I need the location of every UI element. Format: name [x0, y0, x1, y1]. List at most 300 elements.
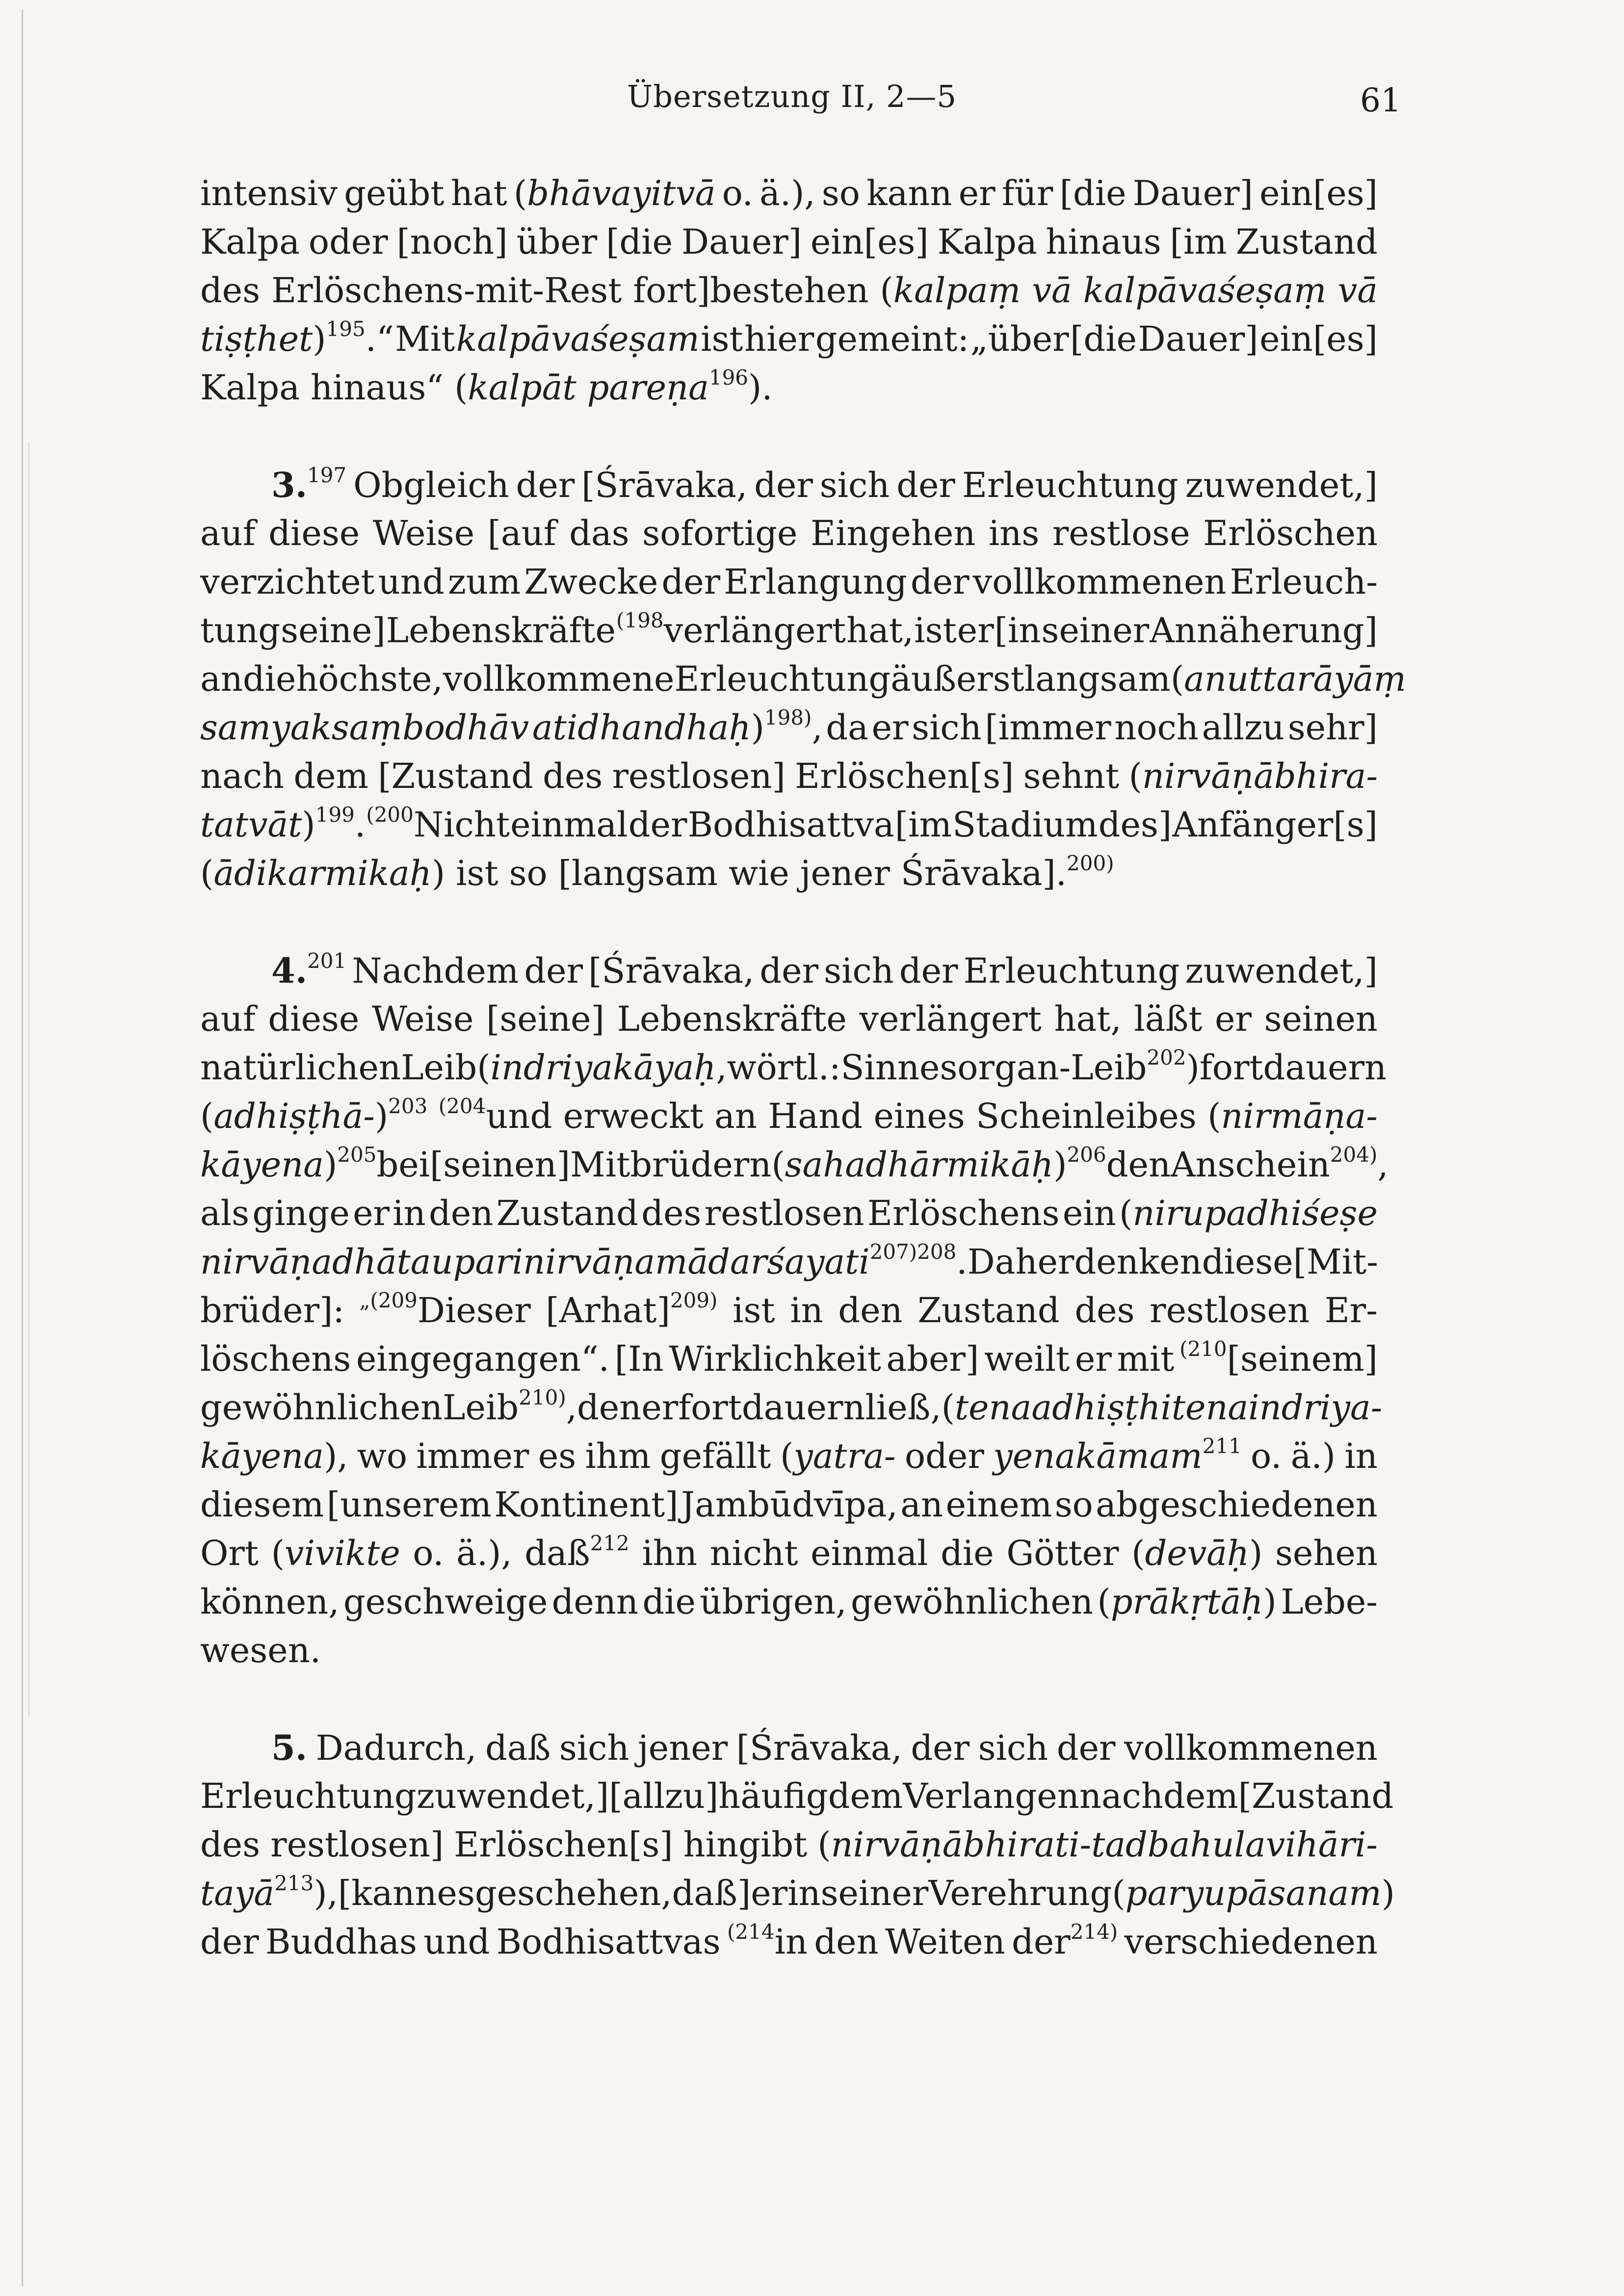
word: in: [790, 1290, 823, 1331]
text-line: [200, 1238, 1378, 1286]
word: (nirvāṇābhira-: [1128, 756, 1378, 796]
text-line: [200, 1481, 1378, 1529]
footnote-ref: 206: [1067, 1143, 1106, 1167]
word: Weise: [372, 513, 475, 553]
word: einmal: [811, 1533, 928, 1573]
word: hinaus“: [310, 367, 444, 408]
word: [Arhat]$^{209)}$: [546, 1288, 718, 1331]
word: Stadium: [952, 805, 1098, 845]
word: Dadurch,: [315, 1728, 477, 1768]
word: Hand: [768, 1096, 863, 1136]
text-line: [200, 461, 1378, 509]
footnote-ref: (204: [438, 1094, 486, 1118]
word: restlose: [1052, 513, 1190, 553]
text-line: [200, 1578, 1378, 1626]
footnote-ref: 199: [315, 803, 355, 827]
word: (prākṛtāḥ): [1097, 1582, 1277, 1622]
word: o.: [413, 1533, 444, 1573]
word: zuwendet,]: [1185, 951, 1378, 991]
word: [im: [894, 805, 952, 845]
word: Nachdem: [352, 951, 519, 991]
word: fort]bestehen: [633, 270, 869, 311]
footnote-ref: 209): [670, 1288, 718, 1312]
word: nach: [200, 756, 285, 796]
word: löschens: [200, 1339, 351, 1379]
word: geübt: [344, 173, 445, 213]
word: Erleuchtung: [963, 951, 1180, 991]
word: (nirmāṇa-: [1207, 1096, 1378, 1136]
page-edge-line-secondary: [28, 442, 29, 1717]
word: Kalpa: [200, 367, 300, 408]
word: läßt: [1134, 999, 1203, 1039]
word: für: [1001, 173, 1053, 213]
word: hingibt: [683, 1825, 808, 1865]
word: immer: [416, 1436, 529, 1476]
word: jener: [638, 1728, 728, 1768]
word: ein: [1062, 1193, 1116, 1233]
page-number: 61: [1360, 81, 1401, 119]
word: vollkommenen: [972, 562, 1227, 602]
text-line: [200, 218, 1378, 266]
word: Lebenskräfte: [386, 610, 616, 651]
word: auf: [200, 513, 256, 553]
word: an: [714, 1096, 757, 1136]
word: dem: [1163, 1776, 1238, 1816]
word: [Śrāvaka,: [588, 951, 755, 991]
word: nirvāṇadhātau: [200, 1242, 453, 1282]
word: ihn: [642, 1533, 697, 1573]
word: Mitbrüdern: [570, 1145, 772, 1185]
word: erweckt: [563, 1096, 704, 1136]
word: so: [821, 173, 860, 213]
word: samyaksaṃbodhāv: [200, 707, 529, 748]
word: (kalpāt: [454, 367, 576, 408]
word: des: [200, 270, 261, 311]
word: [Śrāvaka,: [581, 465, 748, 505]
word: der: [760, 951, 819, 991]
word: sich: [824, 951, 894, 991]
word: [In: [614, 1339, 664, 1379]
word: ins: [988, 513, 1040, 553]
word: yenakāmam$^{211}$: [993, 1434, 1242, 1476]
footnote-ref: 200): [1067, 851, 1114, 875]
word: Bodhisattva: [687, 805, 894, 845]
text-line: [200, 1044, 1387, 1092]
word: daß: [485, 1728, 551, 1768]
word: restlosen]: [270, 1825, 444, 1865]
word: Erlöschens: [867, 1193, 1060, 1233]
text-line: [200, 169, 1378, 218]
word: den: [814, 1922, 879, 1962]
word: des: [543, 756, 603, 796]
word: Lebenskräfte: [617, 999, 847, 1039]
footnote-ref: 208: [917, 1240, 957, 1264]
word: o.: [722, 173, 753, 213]
word: Er-: [1324, 1290, 1378, 1331]
word: an: [900, 1485, 943, 1525]
word: Erlöschen[s]: [454, 1825, 673, 1865]
word: [die: [1070, 319, 1137, 359]
word: Weiten: [885, 1922, 1005, 1962]
word: Erleuchtung: [200, 1776, 417, 1816]
word: auf: [200, 999, 256, 1039]
word: abgeschiedenen: [1096, 1485, 1378, 1525]
word: sofortige: [642, 513, 798, 553]
text-line: [200, 1432, 1378, 1481]
word: wo: [357, 1436, 407, 1476]
text-line: [200, 1772, 1394, 1821]
word: [im: [1170, 222, 1227, 262]
word: ihm: [585, 1436, 651, 1476]
word: hat,: [846, 610, 914, 651]
word: so: [509, 853, 548, 893]
word: ein[es]: [1259, 319, 1378, 359]
word: weilt: [984, 1339, 1070, 1379]
word: den: [429, 1193, 494, 1233]
word: Erlöschens-mit-Rest: [271, 270, 622, 311]
word: kalpāvaśeṣam: [456, 319, 700, 359]
word: es: [538, 1436, 576, 1476]
text-line: [200, 704, 1378, 752]
word: kāyena),: [200, 1436, 348, 1476]
word: (anuttarāyāṃ: [1170, 659, 1407, 699]
word: es: [437, 1873, 475, 1913]
word: Zustand: [496, 1193, 638, 1233]
text-line: [200, 1335, 1378, 1383]
word: [auf: [487, 513, 556, 553]
footnote-ref: 202: [1147, 1045, 1186, 1070]
word: $^{„(209}$Dieser: [359, 1288, 531, 1331]
word: [Mit-: [1293, 1242, 1378, 1282]
word: [seine]: [486, 999, 604, 1039]
word: Erleuchtung: [962, 465, 1179, 505]
text-line: [200, 946, 1378, 995]
word: fortdauern: [1199, 1047, 1387, 1088]
word: (vivikte: [271, 1533, 400, 1573]
word: (adhiṣṭhā-)$^{203}$: [200, 1094, 428, 1136]
word: ādarśayati$^{207)208}$.: [687, 1240, 968, 1282]
word: Scheinleibes: [976, 1096, 1197, 1136]
word: Kalpa: [200, 222, 300, 262]
word: ä.),: [760, 173, 815, 213]
footnote-ref: 214): [1070, 1920, 1118, 1944]
word: können,: [200, 1582, 340, 1622]
word: da: [826, 707, 868, 748]
section-number: 5.: [271, 1727, 308, 1768]
word: der: [899, 951, 958, 991]
word: aber]: [886, 1339, 979, 1379]
word: er: [1074, 1339, 1112, 1379]
word: in: [787, 1873, 821, 1913]
word: Dauer]: [1132, 173, 1253, 213]
text-line: [200, 509, 1378, 558]
word: ließ,: [865, 1387, 942, 1428]
word: so: [1054, 1485, 1093, 1525]
word: Erleuch-: [1230, 562, 1378, 602]
word: diese: [268, 999, 360, 1039]
word: die: [941, 1533, 994, 1573]
word: kann: [866, 173, 952, 213]
text-line: [200, 849, 1378, 898]
footnote-ref: 201: [307, 949, 347, 973]
page-edge-line: [22, 10, 23, 2286]
word: verschiedenen: [1124, 1922, 1378, 1962]
word: kalpāvaśeṣaṃ: [1083, 270, 1327, 311]
word: Dauer]: [681, 222, 802, 262]
word: er: [1215, 999, 1252, 1039]
footnote-ref: 205: [337, 1143, 377, 1167]
word: brüder]:: [200, 1290, 344, 1331]
word: denn: [551, 1582, 639, 1622]
word: Zustand: [1235, 222, 1378, 262]
word: seine]: [281, 610, 386, 651]
word: sehnt: [1023, 756, 1120, 796]
word: Śrāvaka].$^{200)}$: [900, 851, 1114, 893]
text-line: [200, 1723, 1378, 1772]
word: der: [516, 465, 575, 505]
word: [unserem: [326, 1485, 492, 1525]
word: über: [516, 222, 598, 262]
footnote-ref: (198: [616, 608, 664, 632]
word: noch: [1114, 707, 1199, 748]
word: und: [423, 1922, 490, 1962]
word: $^{(214}$in: [727, 1920, 808, 1962]
word: er: [957, 610, 994, 651]
word: Erleuchtung: [674, 659, 891, 699]
word: hat,: [1054, 999, 1122, 1039]
footnote-ref: „(209: [359, 1288, 418, 1312]
footnote-ref: 197: [307, 463, 347, 487]
word: in: [1344, 1436, 1378, 1476]
word: tiṣṭhet)$^{195}$.“: [200, 317, 394, 359]
word: [kann: [338, 1873, 437, 1913]
word: vollkommene: [443, 659, 675, 699]
word: wörtl.:: [727, 1047, 841, 1088]
word: Buddhas: [265, 1922, 417, 1962]
word: Erlöschen[s]: [795, 756, 1014, 796]
word: der: [910, 562, 969, 602]
word: des]: [1098, 805, 1172, 845]
word: pareṇa$^{196}$).: [587, 365, 773, 408]
word: das: [569, 513, 629, 553]
text-line: [200, 266, 1378, 315]
word: $^{(200}$Nicht: [366, 803, 510, 845]
word: zuwendet,]: [416, 1776, 609, 1816]
word: hat: [450, 173, 507, 213]
word: langsam: [1024, 659, 1171, 699]
word: [langsam: [558, 853, 718, 893]
word: $^{(210}$[seinem]: [1179, 1337, 1378, 1379]
word: Anschein$^{204)}$,: [1171, 1143, 1388, 1185]
word: hier: [744, 319, 814, 359]
text-line: [200, 558, 1378, 606]
section-number: 4.$^{201}$: [271, 949, 347, 991]
word: (sahadhārmikāḥ)$^{206}$: [771, 1143, 1106, 1185]
word: sich: [912, 707, 982, 748]
word: der: [754, 465, 813, 505]
text-line: [200, 1286, 1378, 1335]
word: parinirvāṇam: [453, 1242, 688, 1282]
footnote-ref: 211: [1202, 1434, 1242, 1458]
word: er: [641, 1387, 679, 1428]
word: daß$^{212}$: [524, 1531, 629, 1573]
word: Leib: [401, 1047, 477, 1088]
word: [immer: [985, 707, 1111, 748]
word: häufig: [718, 1776, 828, 1816]
word: mit: [1117, 1339, 1175, 1379]
footnote-ref: 213: [274, 1871, 314, 1895]
word: oder: [904, 1436, 984, 1476]
word: ein[es]: [810, 222, 929, 262]
section-number: 3.$^{197}$: [271, 463, 347, 505]
word: $^{(204}$und: [438, 1094, 552, 1136]
word: intensiv: [200, 173, 338, 213]
word: ä.): [1290, 1436, 1336, 1476]
word: höchste,: [296, 659, 443, 699]
word: der: [524, 951, 583, 991]
word: oder: [308, 222, 388, 262]
word: [allzu]: [609, 1776, 719, 1816]
word: dem: [828, 1776, 903, 1816]
word: natürlichen: [200, 1047, 401, 1088]
page-header: [0, 74, 1624, 123]
word: den: [576, 1387, 642, 1428]
word: übrigen,: [700, 1582, 847, 1622]
text-line: [200, 1626, 1378, 1675]
word: und: [378, 562, 445, 602]
footnote-ref: 195: [326, 317, 366, 341]
word: Lebe-: [1281, 1582, 1378, 1622]
word: diese: [268, 513, 360, 553]
word: daß]: [672, 1873, 751, 1913]
word: tung: [200, 610, 281, 651]
word: ist: [733, 1290, 775, 1331]
word: [seinen]: [430, 1145, 571, 1185]
text-line: [200, 752, 1378, 801]
word: die: [242, 659, 296, 699]
word: er: [958, 173, 995, 213]
footnote-ref: (214: [727, 1920, 775, 1944]
text-line: [200, 1141, 1388, 1189]
word: nicht: [709, 1533, 798, 1573]
word: zuwendet,]: [1185, 465, 1378, 505]
word: (tena: [941, 1387, 1032, 1428]
text-line: [200, 995, 1378, 1044]
word: diese: [1202, 1242, 1293, 1282]
word: Mit: [395, 319, 455, 359]
word: die: [642, 1582, 696, 1622]
word: hinaus: [1046, 222, 1161, 262]
word: äußerst: [891, 659, 1024, 699]
word: verlängert: [859, 999, 1042, 1039]
word: geschweige: [343, 1582, 548, 1622]
word: (indriyakāyaḥ,: [477, 1047, 727, 1088]
word: Jambūdvīpa,: [681, 1485, 898, 1525]
word: restlosen: [704, 1193, 864, 1233]
word: Eingehen: [810, 513, 976, 553]
word: Wirklichkeit: [669, 1339, 881, 1379]
word: vā: [1337, 270, 1378, 311]
word: [Śrāvaka,: [736, 1728, 902, 1768]
word: ist: [914, 610, 957, 651]
text-line: [200, 606, 1378, 655]
text-line: [200, 655, 1407, 704]
word: er: [353, 1193, 390, 1233]
text-line: [200, 1821, 1378, 1869]
word: [noch]: [396, 222, 508, 262]
word: sehen: [1275, 1533, 1378, 1573]
word: Leib$^{210)}$,: [443, 1385, 577, 1428]
word: wie: [729, 853, 789, 893]
word: er: [751, 1873, 788, 1913]
word: atidhandhaḥ)$^{198)}$,: [532, 705, 823, 748]
footnote-ref: 210): [519, 1385, 566, 1409]
word: seiner: [820, 1873, 929, 1913]
word: (nirupadhiśeṣe: [1119, 1193, 1378, 1233]
word: Zustand: [917, 1290, 1060, 1331]
word: der: [911, 1728, 970, 1768]
word: kāyena)$^{205}$: [200, 1143, 377, 1185]
word: zum: [447, 562, 521, 602]
word: der$^{214)}$: [1012, 1920, 1118, 1962]
word: Kalpa: [937, 222, 1037, 262]
word: Daher: [967, 1242, 1074, 1282]
word: [die: [1059, 173, 1126, 213]
word: wesen.: [200, 1630, 321, 1670]
word: Anfänger[s]: [1172, 805, 1378, 845]
word: (bhāvayitvā: [513, 173, 716, 213]
footnote-ref: (200: [366, 803, 414, 827]
word: sehr]: [1287, 707, 1378, 748]
word: den: [1106, 1145, 1171, 1185]
word: „über: [970, 319, 1069, 359]
text-line: [200, 315, 1378, 364]
word: seinen: [1264, 999, 1378, 1039]
text-line: [200, 1092, 1378, 1141]
word: Bodhisattvas: [496, 1922, 721, 1962]
word: fortdauern: [678, 1387, 865, 1428]
word: der: [1056, 1728, 1116, 1768]
word: restlosen: [1150, 1290, 1310, 1331]
word: eines: [873, 1096, 965, 1136]
footnote-ref: 203: [388, 1094, 428, 1118]
word: (ādikarmikaḥ): [200, 853, 445, 893]
word: [Zustand: [1238, 1776, 1394, 1816]
footnote-ref: 212: [590, 1531, 629, 1555]
word: sich: [978, 1728, 1048, 1768]
word: gewöhnlichen: [200, 1387, 443, 1428]
word: [die: [606, 222, 673, 262]
footnote-ref: 198): [764, 705, 812, 730]
word: Weise: [372, 999, 474, 1039]
word: tatvāt)$^{199}$.: [200, 803, 366, 845]
text-line: [200, 1869, 1395, 1918]
word: vā: [1032, 270, 1072, 311]
word: einem: [945, 1485, 1052, 1525]
word: als: [200, 1193, 250, 1233]
footnote-ref: 196: [708, 365, 749, 390]
word: (kalpaṃ: [880, 270, 1021, 311]
word: allzu: [1202, 707, 1285, 748]
word: sich: [559, 1728, 629, 1768]
word: der: [628, 805, 687, 845]
text-line: [200, 364, 1378, 412]
word: gefällt: [659, 1436, 771, 1476]
word: des: [1074, 1290, 1135, 1331]
word: Verlangen: [903, 1776, 1079, 1816]
text-line: [200, 801, 1378, 849]
word: eingegangen“.: [356, 1339, 609, 1379]
